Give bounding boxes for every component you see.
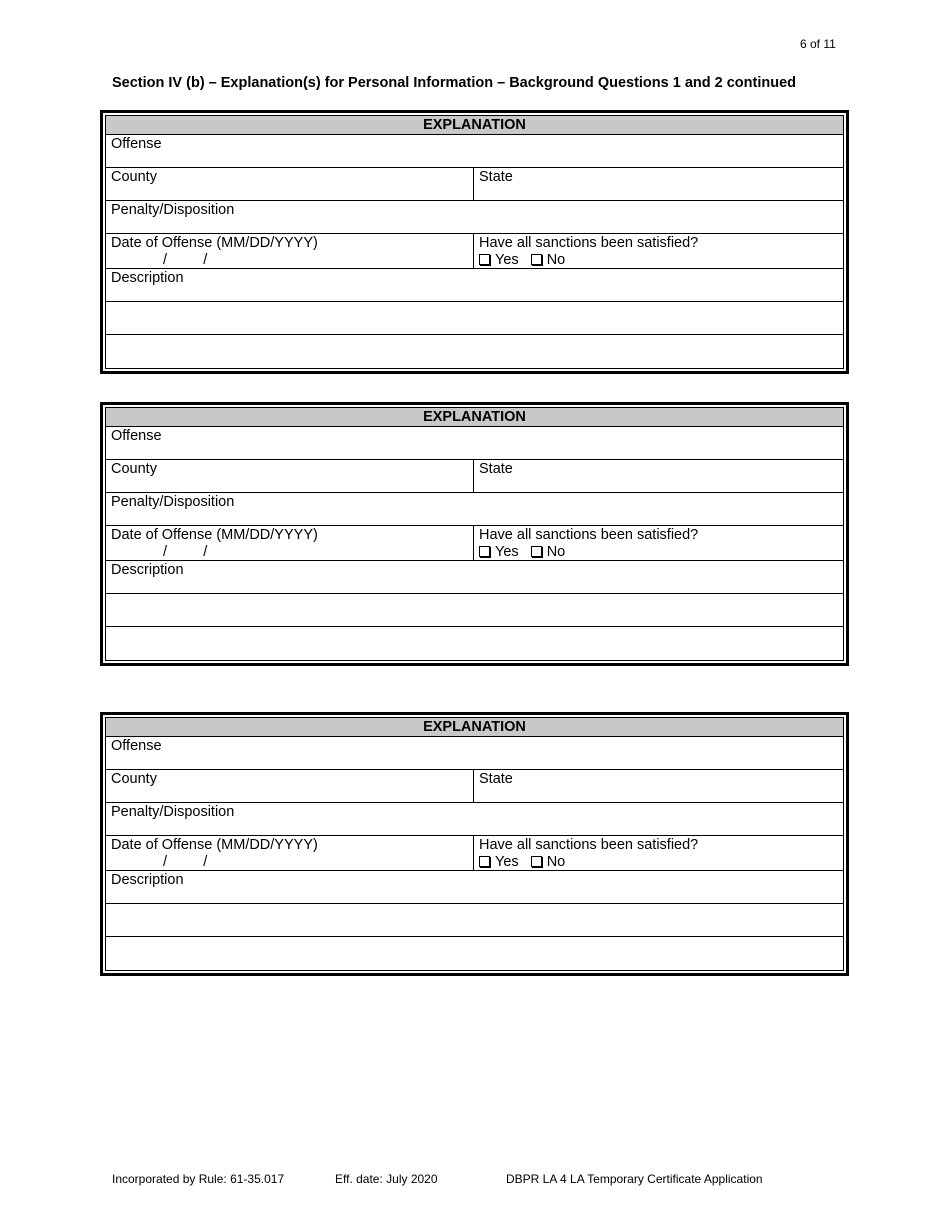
date-of-offense-field[interactable] bbox=[106, 836, 474, 870]
date-of-offense-field[interactable] bbox=[106, 526, 474, 560]
no-checkbox[interactable] bbox=[531, 856, 542, 867]
county-field[interactable] bbox=[106, 770, 474, 802]
description-line-3[interactable] bbox=[106, 937, 843, 970]
yes-label: Yes bbox=[495, 544, 519, 560]
offense-label: Offense bbox=[111, 136, 162, 152]
section-title: Section IV (b) – Explanation(s) for Personal Information – Background Questions 1 and 2 continued bbox=[112, 75, 797, 91]
yes-checkbox[interactable] bbox=[479, 856, 490, 867]
explanation-header: EXPLANATION bbox=[106, 408, 843, 427]
no-option[interactable] bbox=[531, 854, 566, 870]
description-field[interactable] bbox=[106, 269, 843, 301]
yes-option[interactable] bbox=[479, 252, 519, 268]
footer-rule: Incorporated by Rule: 61-35.017 bbox=[112, 1172, 285, 1186]
yes-label: Yes bbox=[495, 252, 519, 268]
no-label: No bbox=[546, 854, 566, 870]
explanation-block-1 bbox=[100, 110, 849, 374]
county-field[interactable] bbox=[106, 168, 474, 200]
explanation-header: EXPLANATION bbox=[106, 718, 843, 737]
description-line-3[interactable] bbox=[106, 627, 843, 660]
state-field[interactable] bbox=[474, 168, 843, 200]
offense-label: Offense bbox=[111, 428, 162, 444]
state-label: State bbox=[479, 771, 513, 787]
no-checkbox[interactable] bbox=[531, 254, 542, 265]
footer-form-name: DBPR LA 4 LA Temporary Certificate Application bbox=[506, 1172, 763, 1186]
sanctions-label: Have all sanctions been satisfied? bbox=[479, 235, 699, 251]
yes-label: Yes bbox=[495, 854, 519, 870]
penalty-label: Penalty/Disposition bbox=[111, 494, 235, 510]
sanctions-label: Have all sanctions been satisfied? bbox=[479, 527, 699, 543]
description-field[interactable] bbox=[106, 871, 843, 903]
description-label: Description bbox=[111, 872, 184, 888]
date-label: Date of Offense (MM/DD/YYYY) bbox=[111, 527, 318, 543]
state-label: State bbox=[479, 461, 513, 477]
no-checkbox[interactable] bbox=[531, 546, 542, 557]
county-field[interactable] bbox=[106, 460, 474, 492]
penalty-field[interactable] bbox=[106, 803, 843, 835]
no-option[interactable] bbox=[531, 252, 566, 268]
description-label: Description bbox=[111, 270, 184, 286]
state-field[interactable] bbox=[474, 460, 843, 492]
date-slashes: / / bbox=[163, 544, 208, 560]
no-label: No bbox=[546, 544, 566, 560]
yes-checkbox[interactable] bbox=[479, 546, 490, 557]
penalty-label: Penalty/Disposition bbox=[111, 202, 235, 218]
explanation-block-2 bbox=[100, 402, 849, 666]
date-label: Date of Offense (MM/DD/YYYY) bbox=[111, 235, 318, 251]
description-label: Description bbox=[111, 562, 184, 578]
explanation-header: EXPLANATION bbox=[106, 116, 843, 135]
state-field[interactable] bbox=[474, 770, 843, 802]
penalty-field[interactable] bbox=[106, 201, 843, 233]
no-label: No bbox=[546, 252, 566, 268]
offense-label: Offense bbox=[111, 738, 162, 754]
state-label: State bbox=[479, 169, 513, 185]
sanctions-field bbox=[474, 526, 843, 560]
sanctions-field bbox=[474, 234, 843, 268]
sanctions-label: Have all sanctions been satisfied? bbox=[479, 837, 699, 853]
footer bbox=[112, 1172, 763, 1186]
description-line-2[interactable] bbox=[106, 904, 843, 936]
description-line-3[interactable] bbox=[106, 335, 843, 368]
offense-field[interactable] bbox=[106, 135, 843, 167]
sanctions-field bbox=[474, 836, 843, 870]
date-slashes: / / bbox=[163, 252, 208, 268]
yes-option[interactable] bbox=[479, 544, 519, 560]
county-label: County bbox=[111, 771, 157, 787]
penalty-field[interactable] bbox=[106, 493, 843, 525]
footer-eff-date: Eff. date: July 2020 bbox=[335, 1172, 438, 1186]
explanation-block-3 bbox=[100, 712, 849, 976]
date-label: Date of Offense (MM/DD/YYYY) bbox=[111, 837, 318, 853]
no-option[interactable] bbox=[531, 544, 566, 560]
county-label: County bbox=[111, 169, 157, 185]
description-field[interactable] bbox=[106, 561, 843, 593]
offense-field[interactable] bbox=[106, 427, 843, 459]
offense-field[interactable] bbox=[106, 737, 843, 769]
date-of-offense-field[interactable] bbox=[106, 234, 474, 268]
yes-option[interactable] bbox=[479, 854, 519, 870]
page-number: 6 of 11 bbox=[800, 37, 836, 51]
description-line-2[interactable] bbox=[106, 302, 843, 334]
description-line-2[interactable] bbox=[106, 594, 843, 626]
yes-checkbox[interactable] bbox=[479, 254, 490, 265]
date-slashes: / / bbox=[163, 854, 208, 870]
penalty-label: Penalty/Disposition bbox=[111, 804, 235, 820]
county-label: County bbox=[111, 461, 157, 477]
